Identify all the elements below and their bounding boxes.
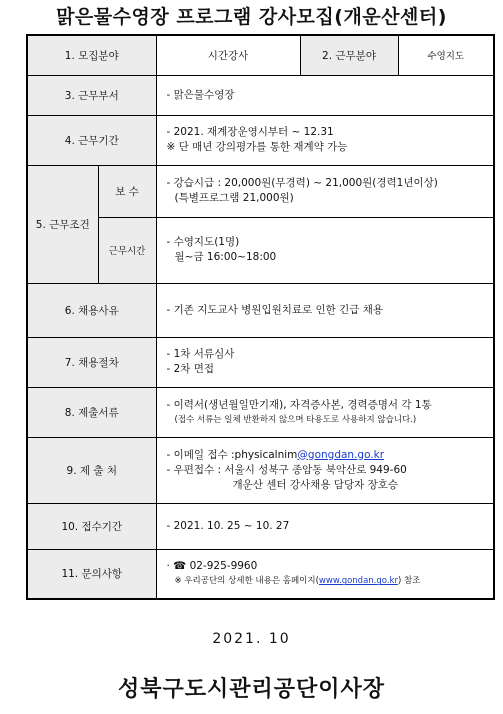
homepage-note-suffix: ) 참조: [397, 576, 421, 587]
department-value: - 맑은물수영장: [166, 88, 235, 101]
value-work-field: 수영지도: [398, 35, 494, 75]
label-work-field: 2. 근무분야: [300, 35, 398, 75]
label-hiring-reason: 6. 채용사유: [27, 283, 156, 337]
label-pay: 보 수: [98, 165, 156, 217]
process-step-1: - 1차 서류심사: [166, 348, 235, 360]
row-work-period: [27, 115, 494, 165]
hours-schedule: 월~금 16:00~18:00: [174, 251, 277, 263]
label-work-period: 4. 근무기간: [27, 115, 156, 165]
row-hiring-process: [27, 337, 494, 387]
label-hours: 근무시간: [98, 217, 156, 283]
document-title: 맑은물수영장 프로그램 강사모집(개운산센터): [56, 6, 447, 28]
homepage-note: [161, 574, 490, 588]
pay-special: (특별프로그램 21,000원): [174, 192, 294, 204]
label-work-conditions: 5. 근무조건: [27, 165, 98, 283]
label-application-period: 10. 접수기간: [27, 503, 156, 549]
post-contact: 개운산 센터 강사채용 담당자 장호승: [232, 478, 398, 491]
work-period-line: - 2021. 재계장운영시부터 ~ 12.31: [166, 126, 334, 138]
value-recruit-field: 시간강사: [156, 35, 300, 75]
homepage-note-prefix: ※ 우리공단의 상세한 내용은 홈페이지(: [174, 576, 319, 587]
row-application-period: [27, 503, 494, 549]
pay-line: - 강습시급 : 20,000원(무경력) ~ 21,000원(경력1년이상): [166, 177, 438, 189]
post-line: - 우편접수 : 서울시 성북구 종암동 북악산로 949-60: [166, 463, 407, 476]
homepage-link[interactable]: www.gondan.go.kr: [318, 576, 398, 587]
email-prefix: - 이메일 접수 :physicalnim: [166, 448, 298, 461]
row-recruit-field: [27, 35, 494, 75]
label-inquiry: 11. 문의사항: [27, 549, 156, 599]
signature: 성북구도시관리공단이사장: [117, 677, 386, 702]
row-documents: [27, 387, 494, 437]
label-documents: 8. 제출서류: [27, 387, 156, 437]
row-hiring-reason: [27, 283, 494, 337]
documents-note: (접수 서류는 일체 반환하지 않으며 타용도로 사용하지 않습니다.): [174, 414, 417, 425]
phone-line: · ☎ 02-925-9960: [166, 560, 258, 573]
email-line: [161, 448, 490, 463]
label-department: 3. 근무부서: [27, 75, 156, 115]
email-link[interactable]: @gongdan.go.kr: [297, 448, 385, 461]
hiring-reason-value: - 기존 지도교사 병원입원치료로 인한 긴급 채용: [166, 303, 384, 316]
label-submission: 9. 제 출 처: [27, 437, 156, 503]
work-period-note: ※ 단 매년 강의평가를 통한 재계약 가능: [166, 141, 348, 153]
application-period-value: - 2021. 10. 25 ~ 10. 27: [166, 519, 290, 532]
documents-line: - 이력서(생년월일만기재), 자격증사본, 경력증명서 각 1통: [166, 398, 432, 411]
label-hiring-process: 7. 채용절차: [27, 337, 156, 387]
recruitment-table: [26, 34, 495, 600]
row-pay: [27, 165, 494, 217]
process-step-2: - 2차 면접: [166, 363, 215, 375]
label-recruit-field: 1. 모집분야: [27, 35, 156, 75]
hours-line: - 수영지도(1명): [166, 236, 240, 248]
row-inquiry: [27, 549, 494, 599]
row-hours: [27, 217, 494, 283]
document-date: 2021. 10: [212, 631, 291, 647]
row-submission: [27, 437, 494, 503]
row-department: [27, 75, 494, 115]
